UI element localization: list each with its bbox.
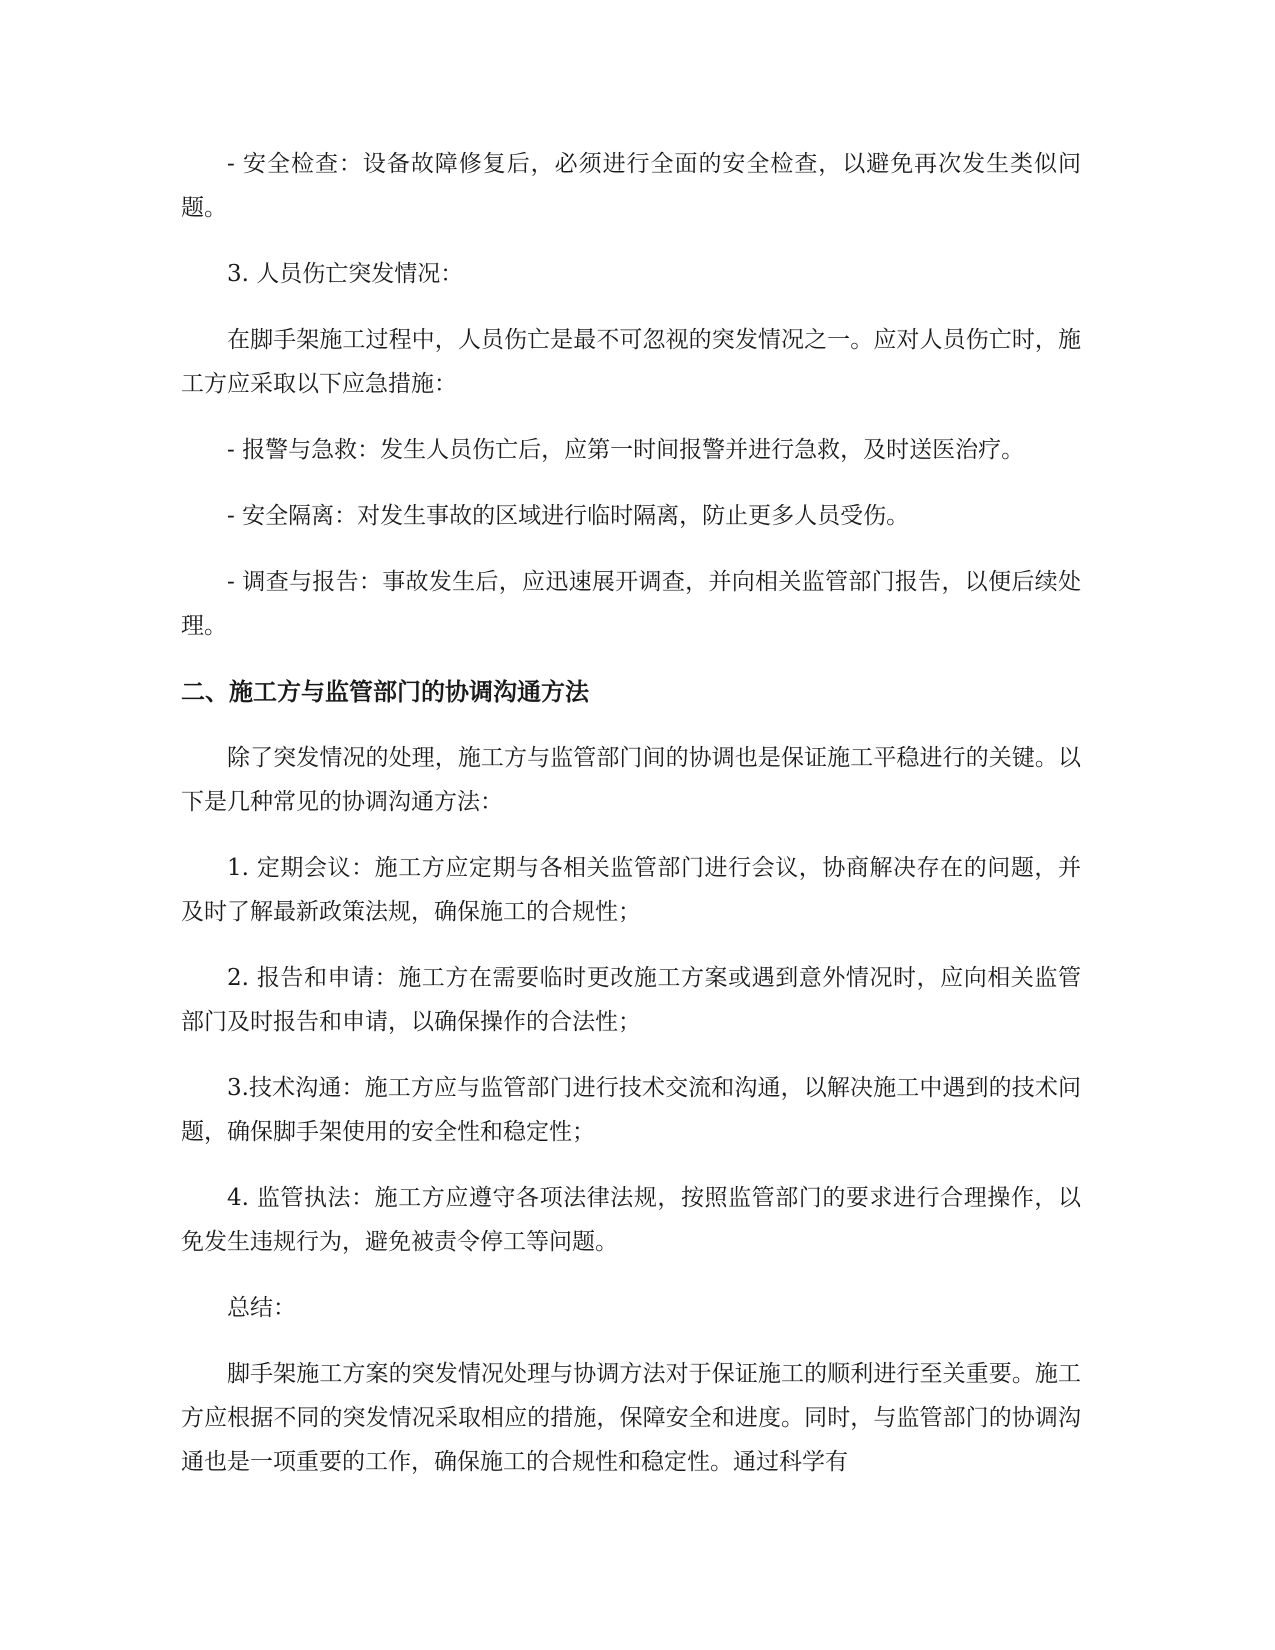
- paragraph-regulatory-enforcement: 4. 监管执法：施工方应遵守各项法律法规，按照监管部门的要求进行合理操作，以免发生违规行为，避免被责令停工等问题。: [181, 1185, 1081, 1255]
- paragraph-safety-isolation: - 安全隔离：对发生事故的区域进行临时隔离，防止更多人员受伤。: [227, 503, 910, 529]
- paragraph-regular-meetings: 1. 定期会议：施工方应定期与各相关监管部门进行会议，协商解决存在的问题，并及时了解最新政策法规，确保施工的合规性；: [181, 855, 1081, 925]
- paragraph-casualty-title: 3. 人员伤亡突发情况：: [227, 261, 464, 287]
- paragraph-summary-title: 总结：: [227, 1295, 296, 1321]
- paragraph-casualty-intro: 在脚手架施工过程中，人员伤亡是最不可忽视的突发情况之一。应对人员伤亡时，施工方应采取以下应急措施：: [181, 327, 1081, 397]
- paragraph-alarm-rescue: - 报警与急救：发生人员伤亡后，应第一时间报警并进行急救，及时送医治疗。: [227, 437, 1025, 463]
- paragraph-safety-check: - 安全检查：设备故障修复后，必须进行全面的安全检查，以避免再次发生类似问题。: [181, 151, 1081, 221]
- paragraph-summary-body: 脚手架施工方案的突发情况处理与协调方法对于保证施工的顺利进行至关重要。施工方应根据不同的突发情况采取相应的措施，保障安全和进度。同时，与监管部门的协调沟通也是一项重要的工作，确保施工的合规性和稳定性。通过科学有: [181, 1361, 1081, 1475]
- paragraph-investigation-report: - 调查与报告：事故发生后，应迅速展开调查，并向相关监管部门报告，以便后续处理。: [181, 569, 1081, 639]
- paragraph-report-apply: 2. 报告和申请：施工方在需要临时更改施工方案或遇到意外情况时，应向相关监管部门及时报告和申请，以确保操作的合法性；: [181, 965, 1081, 1035]
- paragraph-tech-communication: 3.技术沟通：施工方应与监管部门进行技术交流和沟通，以解决施工中遇到的技术问题，确保脚手架使用的安全性和稳定性；: [181, 1075, 1081, 1145]
- paragraph-coordination-intro: 除了突发情况的处理，施工方与监管部门间的协调也是保证施工平稳进行的关键。以下是几种常见的协调沟通方法：: [181, 745, 1081, 815]
- section-heading: 二、施工方与监管部门的协调沟通方法: [181, 678, 589, 706]
- document-body: [181, 142, 1081, 1506]
